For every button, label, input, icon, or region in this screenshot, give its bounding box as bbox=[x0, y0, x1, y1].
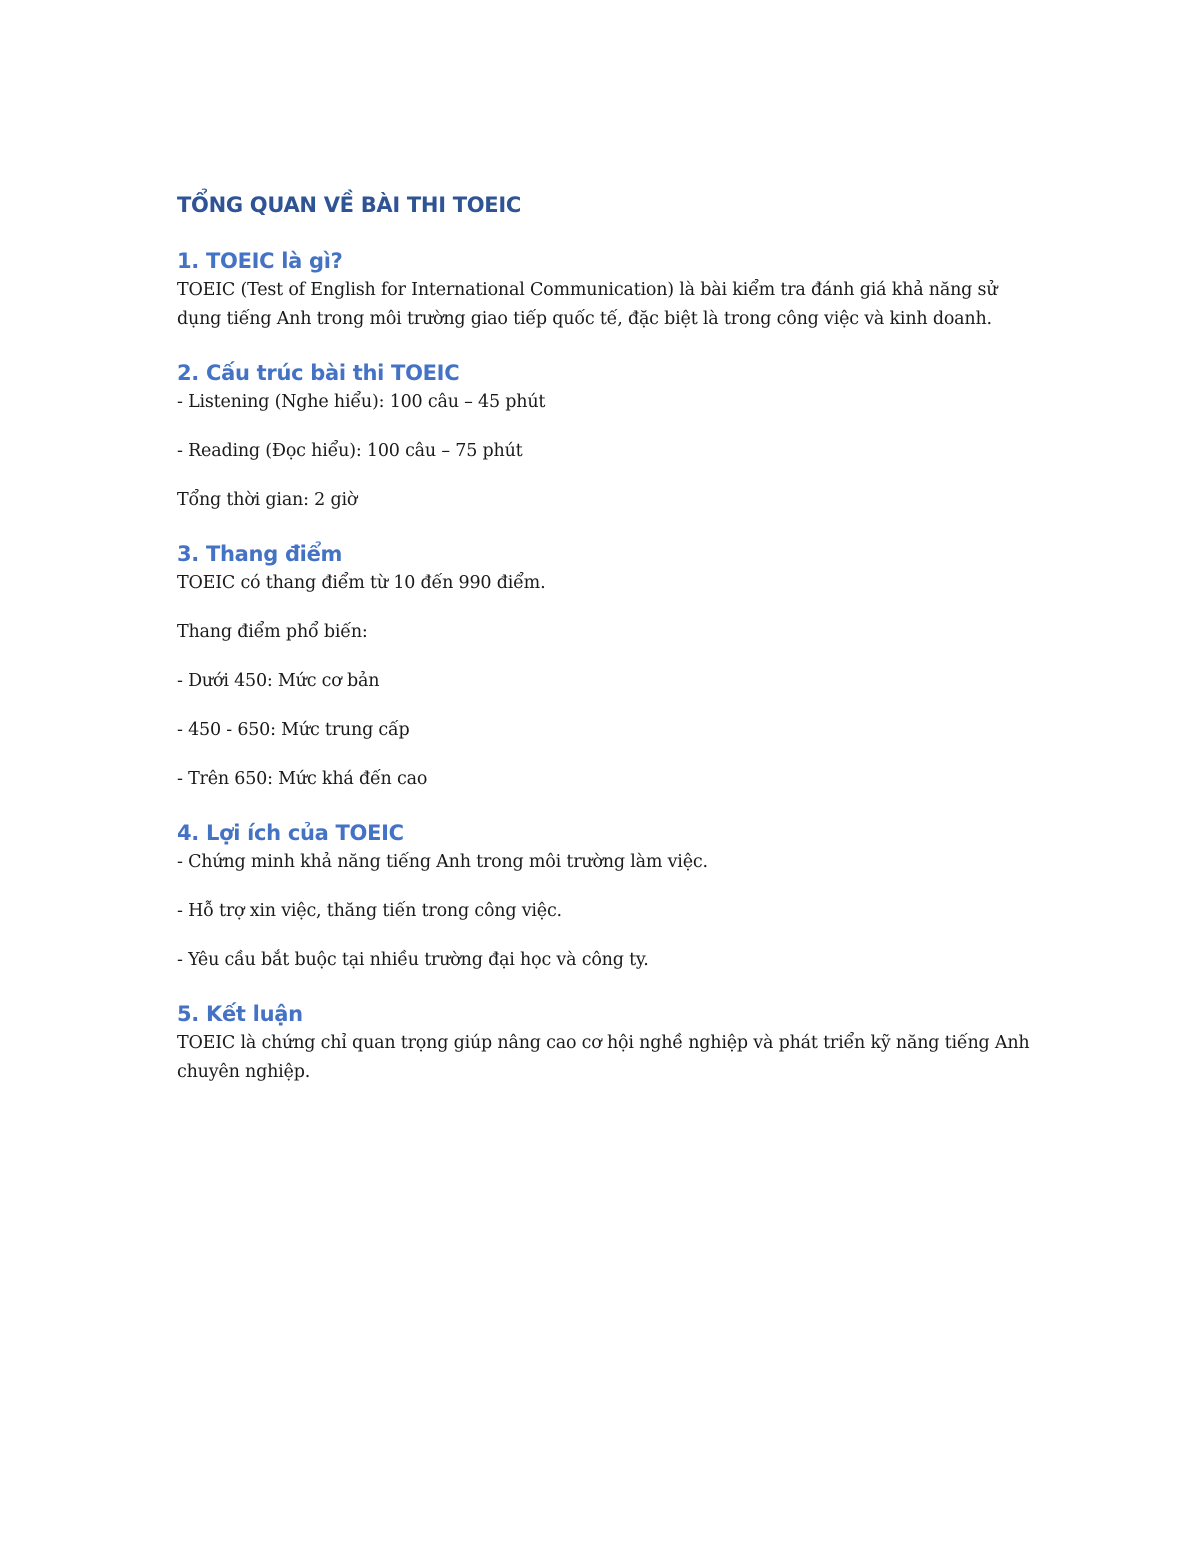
list-item: - 450 - 650: Mức trung cấp bbox=[177, 720, 410, 740]
document-title: TỔNG QUAN VỀ BÀI THI TOEIC bbox=[177, 193, 521, 217]
section-heading: 1. TOEIC là gì? bbox=[177, 249, 343, 273]
section-conclusion bbox=[177, 999, 1037, 1087]
section-heading: 4. Lợi ích của TOEIC bbox=[177, 821, 404, 845]
section-heading: 5. Kết luận bbox=[177, 1002, 303, 1026]
list-item: - Listening (Nghe hiểu): 100 câu – 45 phút bbox=[177, 392, 546, 412]
paragraph: Tổng thời gian: 2 giờ bbox=[177, 490, 358, 510]
section-test-structure bbox=[177, 358, 1037, 515]
list-item: - Hỗ trợ xin việc, thăng tiến trong công việc. bbox=[177, 901, 562, 921]
paragraph: TOEIC là chứng chỉ quan trọng giúp nâng cao cơ hội nghề nghiệp và phát triển kỹ năng tiếng Anh chuyên nghiệp. bbox=[177, 1033, 1030, 1082]
list-item: - Chứng minh khả năng tiếng Anh trong môi trường làm việc. bbox=[177, 852, 708, 872]
paragraph: TOEIC (Test of English for International Communication) là bài kiểm tra đánh giá khả năng sử dụng tiếng Anh trong môi trường giao tiếp quốc tế, đặc biệt là trong công việc và kinh doanh. bbox=[177, 280, 998, 329]
list-item: - Yêu cầu bắt buộc tại nhiều trường đại học và công ty. bbox=[177, 950, 649, 970]
section-benefits bbox=[177, 818, 1037, 975]
section-what-is-toeic bbox=[177, 246, 1037, 334]
list-item: - Reading (Đọc hiểu): 100 câu – 75 phút bbox=[177, 441, 523, 461]
document-body bbox=[177, 190, 1037, 1087]
section-score-scale bbox=[177, 539, 1037, 794]
list-item: - Dưới 450: Mức cơ bản bbox=[177, 671, 380, 691]
paragraph: Thang điểm phổ biến: bbox=[177, 622, 368, 642]
section-heading: 2. Cấu trúc bài thi TOEIC bbox=[177, 361, 460, 385]
paragraph: TOEIC có thang điểm từ 10 đến 990 điểm. bbox=[177, 573, 546, 593]
section-heading: 3. Thang điểm bbox=[177, 542, 343, 566]
list-item: - Trên 650: Mức khá đến cao bbox=[177, 769, 428, 789]
